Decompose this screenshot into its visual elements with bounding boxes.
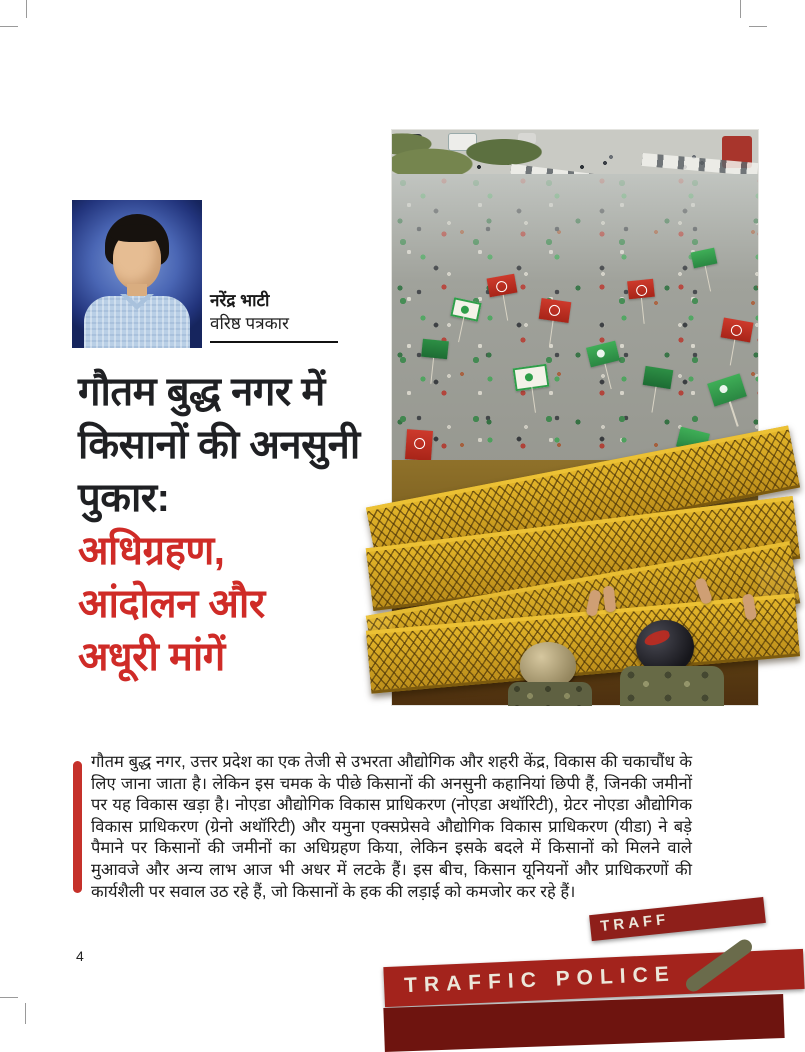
intro-paragraph: गौतम बुद्ध नगर, उत्तर प्रदेश का एक तेजी से उभरता औद्योगिक और शहरी केंद्र, विकास की चकाचौंध के लिए जाना जाता है। लेकिन इस चमक के पीछे किसानों की अनसुनी कहानियां छिपी हैं, जिनकी जमीनों पर यह विकास खड़ा है। नोएडा औद्योगिक विकास प्राधिकरण (नोएडा अथॉरिटी), ग्रेटर नोएडा औद्योगिक विकास प्राधिकरण (ग्रेनो अथॉरिटी) और यमुना एक्सप्रेसवे औद्योगिक विकास प्राधिकरण (यीडा) ने बड़े पैमाने पर किसानों की जमीनों का अधिग्रहण किया, लेकिन इसके बदले में किसानों को मिलने वाले मुआवजे और अन्य लाभ आज भी अधर में लटके हैं। इस बीच, किसान यूनियनों और प्राधिकरणों की कार्यशैली पर सवाल उठ रहे हैं, जो किसानों के हक की लड़ाई को कमजोर कर रहे हैं। (91, 753, 692, 901)
protest-photo (392, 130, 758, 998)
portrait-hair-fringe (110, 224, 164, 242)
headline-line-2: किसानों की अनसुनी (78, 423, 360, 467)
headline-line-3: पुकार: (78, 476, 170, 520)
red-flag-shape (539, 298, 572, 323)
white-flag-shape (513, 364, 550, 392)
author-name: नरेंद्र भाटी (210, 291, 270, 310)
article-headline (78, 366, 398, 684)
author-portrait-photo (72, 200, 202, 348)
author-divider-rule (210, 341, 338, 343)
traffic-police-band-partial: TRAFF (589, 897, 766, 941)
headline-line-6: अधूरी मांगें (78, 635, 225, 679)
headline-line-4: अधिग्रहण, (78, 529, 225, 573)
green-flag-shape (421, 339, 449, 360)
police-body (508, 682, 592, 706)
author-title: वरिष्ठ पत्रकार (210, 314, 289, 333)
red-flag-shape (627, 279, 655, 300)
headline-line-1: गौतम बुद्ध नगर में (78, 370, 325, 414)
traffic-police-band: TRAFFIC POLICE (383, 949, 804, 1007)
barricade-zone (392, 460, 758, 998)
red-banner-shape (405, 429, 433, 461)
police-body (620, 666, 724, 706)
page-number: 4 (76, 948, 84, 964)
portrait-shirt (84, 296, 190, 348)
intro-accent-bar (73, 761, 82, 893)
headline-line-5: आंदोलन और (78, 582, 265, 626)
